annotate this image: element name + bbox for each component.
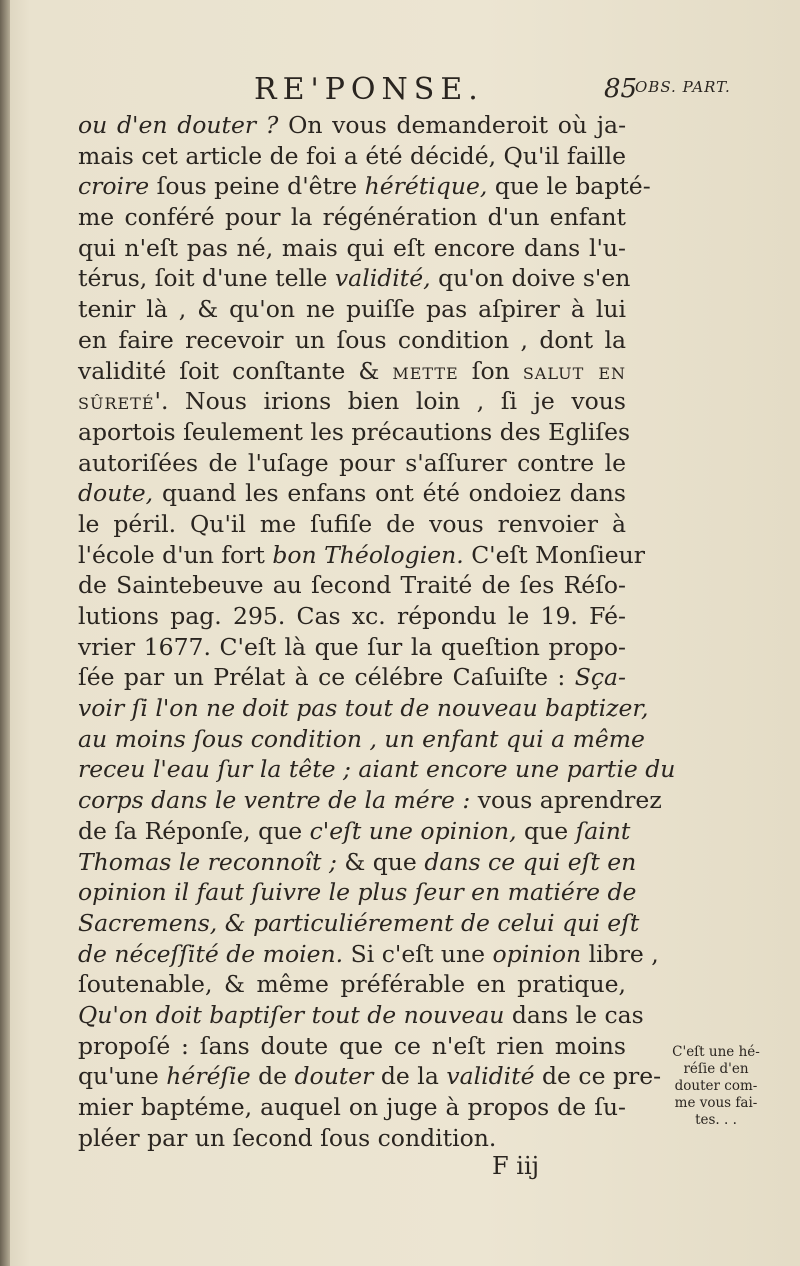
- signature-mark: F iij: [492, 1152, 540, 1180]
- text-line: [78, 448, 626, 479]
- text-run: de néceſſité de moien.: [78, 939, 344, 968]
- text-run: qu'une: [78, 1062, 167, 1091]
- text-run: vrier 1677. C'eſt là que ſur la queſtion propo-: [78, 632, 626, 661]
- text-line: [78, 141, 626, 172]
- text-run: ſous peine d'être: [149, 172, 365, 201]
- text-line: [78, 1061, 662, 1092]
- text-run: qui n'eſt pas né, mais qui eſt encore dans l'u-: [78, 233, 626, 262]
- text-run: Si c'eſt une: [343, 939, 493, 968]
- text-run: opinion: [492, 939, 582, 968]
- margin-head: OBS. PART.: [635, 78, 731, 96]
- text-run: aportois ſeulement les précautions des Egliſes: [78, 417, 631, 446]
- text-run: de la: [373, 1062, 447, 1091]
- text-run: de ce pre-: [534, 1062, 662, 1091]
- text-line: [78, 1031, 626, 1062]
- text-run: en faire recevoir un ſous condition , dont la: [78, 325, 626, 354]
- text-run: le péril. Qu'il me ſufiſe de vous renvoier à: [78, 509, 626, 538]
- margin-note: [646, 1044, 786, 1129]
- text-run: lutions pag. 295. Cas xc. répondu le 19. Fé-: [78, 602, 626, 630]
- text-run: mier baptéme, auquel on juge à propos de ſu-: [78, 1093, 626, 1121]
- page-header: [78, 70, 798, 110]
- text-run: que le bapté-: [487, 172, 651, 201]
- text-run: l'école d'un fort: [78, 540, 273, 569]
- text-run: hérétique,: [364, 172, 488, 201]
- text-line: [78, 693, 649, 724]
- text-run: ſon: [458, 356, 523, 385]
- text-line: [78, 1092, 626, 1123]
- text-line: [78, 662, 626, 693]
- text-run: vous aprendrez: [470, 786, 662, 815]
- text-run: mais cet article de foi a été décidé, Qu'il faille: [78, 141, 627, 170]
- text-line: [78, 1123, 626, 1154]
- margin-note-line: réſie d'en: [683, 1061, 749, 1077]
- text-run: ou d'en douter ?: [78, 111, 279, 139]
- page-number: 85: [604, 74, 638, 104]
- margin-note-line: C'eſt une hé-: [672, 1044, 760, 1060]
- text-run: héréſie: [166, 1062, 251, 1091]
- text-run: térus, ſoit d'une telle: [78, 264, 335, 293]
- text-line: [78, 877, 637, 908]
- text-line: [78, 601, 626, 632]
- text-line: [78, 509, 626, 540]
- text-run: voir ſi l'on ne doit pas tout de nouveau baptizer,: [78, 694, 649, 723]
- text-run: '. Nous irions bien loin , ſi je vous: [154, 387, 626, 416]
- text-line: [78, 847, 637, 878]
- text-line: [78, 816, 631, 847]
- text-run: & que: [336, 847, 425, 876]
- text-run: ſaint: [575, 816, 631, 845]
- text-line: [78, 969, 626, 1000]
- text-run: de Saintebeuve au ſecond Traité de ſes Réſo-: [78, 571, 626, 600]
- text-run: Thomas le reconnoît ;: [78, 847, 337, 876]
- text-run: bon Théologien.: [272, 540, 464, 569]
- text-line: [78, 294, 626, 325]
- text-line: [78, 939, 659, 970]
- text-run: corps dans le ventre de la mére :: [78, 786, 471, 815]
- text-run: pléer par un ſecond ſous condition.: [78, 1123, 497, 1152]
- text-run: croire: [78, 172, 150, 201]
- text-line: [78, 202, 626, 233]
- text-run: de: [250, 1062, 295, 1091]
- text-run: tenir là , & qu'on ne puiſſe pas aſpirer à lui: [78, 295, 626, 324]
- body-text: [78, 110, 676, 1153]
- text-run: mette: [392, 356, 459, 385]
- text-run: validité,: [334, 264, 431, 293]
- text-run: douter: [294, 1062, 374, 1091]
- text-run: dans le cas: [504, 1000, 644, 1029]
- text-run: salut en: [522, 356, 626, 385]
- text-run: validité: [446, 1062, 535, 1091]
- page-edge-shadow: [0, 0, 10, 1266]
- text-line: [78, 908, 640, 939]
- text-run: autoriſées de l'uſage pour s'aſſurer contre le: [78, 448, 626, 477]
- text-run: validité ſoit conſtante &: [78, 356, 393, 385]
- text-line: [78, 417, 631, 448]
- text-run: de ſa Réponſe, que: [78, 816, 310, 845]
- text-run: On vous demanderoit où ja-: [278, 111, 627, 139]
- text-line: [78, 570, 626, 601]
- text-run: dans ce qui eſt en: [424, 847, 637, 876]
- text-run: au moins ſous condition , un enfant qui a même: [78, 724, 645, 753]
- text-run: propoſé : ſans doute que ce n'eſt rien moins: [78, 1031, 626, 1060]
- text-run: c'eſt une opinion,: [309, 816, 517, 845]
- text-line: [78, 1000, 644, 1031]
- text-run: Qu'on doit baptiſer tout de nouveau: [78, 1000, 505, 1029]
- running-head: RE'PONSE.: [254, 72, 484, 107]
- text-line: [78, 263, 631, 294]
- text-run: libre ,: [581, 939, 659, 968]
- text-run: ſée par un Prélat à ce célébre Caſuiſte :: [78, 663, 575, 692]
- text-line: [78, 785, 662, 816]
- text-run: sûreté: [78, 387, 155, 416]
- text-run: receu l'eau ſur la tête ; aiant encore une partie du: [78, 755, 676, 784]
- text-line: [78, 171, 651, 202]
- text-line: [78, 540, 645, 571]
- text-line: [78, 110, 626, 141]
- text-line: [78, 386, 626, 417]
- text-run: opinion il faut ſuivre le plus ſeur en matiére de: [78, 878, 637, 907]
- text-run: C'eſt Monſieur: [463, 540, 645, 569]
- text-run: quand les enfans ont été ondoiez dans: [153, 479, 626, 508]
- text-run: qu'on doive s'en: [430, 264, 631, 293]
- text-run: que: [516, 816, 576, 845]
- text-run: ſoutenable, & même préférable en pratique,: [78, 970, 626, 999]
- text-line: [78, 233, 626, 264]
- text-run: doute,: [78, 479, 154, 508]
- text-line: [78, 478, 626, 509]
- text-line: [78, 632, 626, 663]
- text-line: [78, 754, 676, 785]
- margin-note-line: douter com-: [674, 1078, 758, 1094]
- margin-note-line: me vous fai-: [674, 1095, 758, 1111]
- text-run: me conféré pour la régénération d'un enfant: [78, 203, 626, 232]
- text-line: [78, 325, 626, 356]
- text-line: [78, 356, 626, 387]
- text-line: [78, 724, 645, 755]
- margin-note-line: tes. . .: [695, 1112, 737, 1128]
- text-run: Sacremens, & particuliérement de celui qui eſt: [78, 908, 640, 937]
- text-run: Sça-: [574, 663, 626, 692]
